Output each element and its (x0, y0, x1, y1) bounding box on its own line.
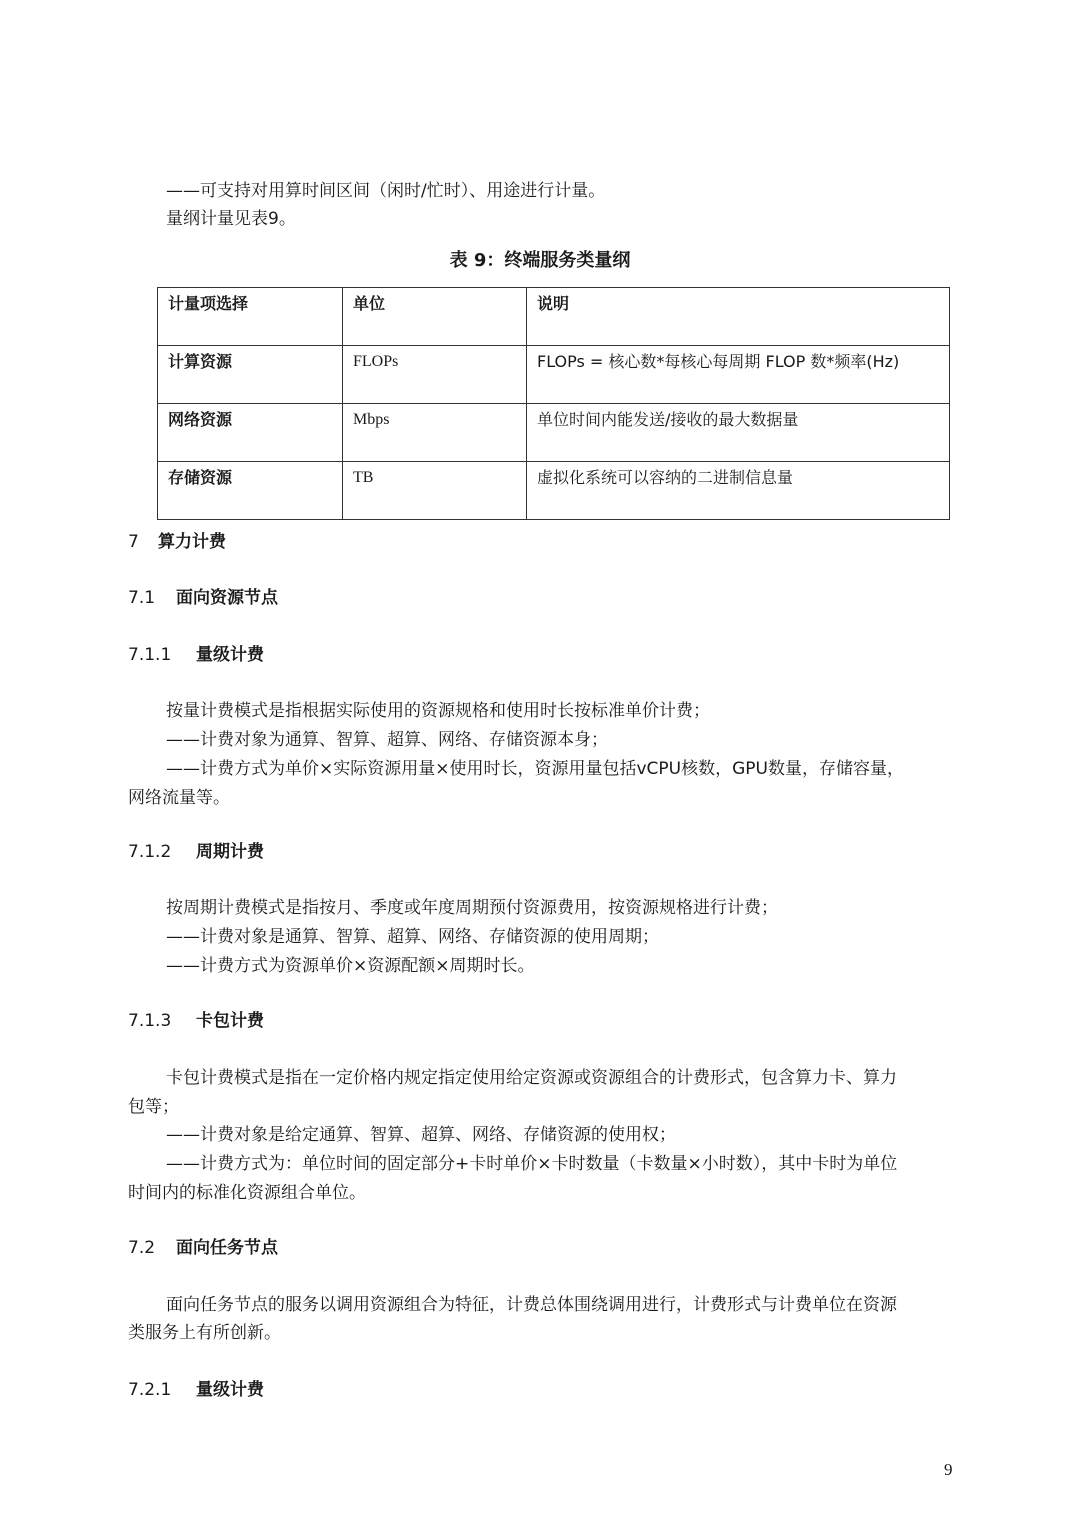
paragraph-continuation: 网络流量等。 (128, 788, 230, 808)
section-number: 7.1.3 (128, 1011, 172, 1031)
section-title: 面向资源节点 (176, 588, 278, 608)
section-number: 7.2.1 (128, 1380, 172, 1400)
intro-line-2: 量纲计量见表9。 (166, 209, 296, 229)
paragraph-continuation: 包等； (128, 1097, 179, 1117)
table-cell-unit: Mbps (343, 404, 527, 462)
table-cell-desc: 虚拟化系统可以容纳的二进制信息量 (527, 462, 950, 520)
section-heading-7-2-1 (128, 1379, 264, 1401)
table-cell-item: 计算资源 (158, 346, 343, 404)
table-header-cell: 说明 (527, 288, 950, 346)
section-heading-7-1-1 (128, 644, 264, 666)
section-title: 周期计费 (196, 842, 264, 862)
section-title: 量级计费 (196, 1380, 264, 1400)
paragraph: ——计费对象是给定通算、智算、超算、网络、存储资源的使用权； (166, 1125, 676, 1145)
table-cell-desc: FLOPs = 核心数*每核心每周期 FLOP 数*频率(Hz) (527, 346, 950, 404)
paragraph: ——计费对象为通算、智算、超算、网络、存储资源本身； (166, 730, 608, 750)
section-heading-7-1-3 (128, 1010, 264, 1032)
paragraph-continuation: 类服务上有所创新。 (128, 1323, 281, 1343)
table-row (158, 346, 950, 404)
table-cell-unit: FLOPs (343, 346, 527, 404)
section-title: 卡包计费 (196, 1011, 264, 1031)
dimension-table (157, 287, 950, 520)
paragraph: ——计费方式为资源单价×资源配额×周期时长。 (166, 956, 535, 976)
paragraph: ——计费对象是通算、智算、超算、网络、存储资源的使用周期； (166, 927, 659, 947)
section-heading-7 (128, 531, 226, 553)
section-number: 7.1.2 (128, 842, 172, 862)
table-cell-unit: TB (343, 462, 527, 520)
section-heading-7-2 (128, 1237, 278, 1259)
table-header-cell: 单位 (343, 288, 527, 346)
paragraph: 按周期计费模式是指按月、季度或年度周期预付资源费用，按资源规格进行计费； (166, 898, 778, 918)
section-title: 量级计费 (196, 645, 264, 665)
section-title: 算力计费 (158, 532, 226, 552)
page-number: 9 (944, 1460, 953, 1479)
section-number: 7.2 (128, 1238, 156, 1258)
paragraph: 卡包计费模式是指在一定价格内规定指定使用给定资源或资源组合的计费形式，包含算力卡、算力 (166, 1068, 897, 1088)
table-row (158, 404, 950, 462)
table-cell-item: 网络资源 (158, 404, 343, 462)
section-number: 7.1 (128, 588, 156, 608)
section-number: 7.1.1 (128, 645, 172, 665)
paragraph: ——计费方式为：单位时间的固定部分+卡时单价×卡时数量（卡数量×小时数），其中卡时为单位 (166, 1154, 898, 1174)
paragraph-continuation: 时间内的标准化资源组合单位。 (128, 1183, 366, 1203)
section-heading-7-1-2 (128, 841, 264, 863)
table-caption: 表 9：终端服务类量纲 (449, 250, 631, 271)
section-title: 面向任务节点 (176, 1238, 278, 1258)
paragraph: 按量计费模式是指根据实际使用的资源规格和使用时长按标准单价计费； (166, 701, 710, 721)
table-header-cell: 计量项选择 (158, 288, 343, 346)
table-row (158, 462, 950, 520)
table-header-row (158, 288, 950, 346)
table-cell-item: 存储资源 (158, 462, 343, 520)
paragraph: ——计费方式为单价×实际资源用量×使用时长，资源用量包括vCPU核数，GPU数量，存储容量， (166, 759, 904, 779)
section-number: 7 (128, 532, 139, 552)
table-cell-desc: 单位时间内能发送/接收的最大数据量 (527, 404, 950, 462)
intro-line-1: ——可支持对用算时间区间（闲时/忙时）、用途进行计量。 (166, 181, 606, 201)
section-heading-7-1 (128, 587, 278, 609)
paragraph: 面向任务节点的服务以调用资源组合为特征，计费总体围绕调用进行，计费形式与计费单位在资源 (166, 1295, 897, 1315)
